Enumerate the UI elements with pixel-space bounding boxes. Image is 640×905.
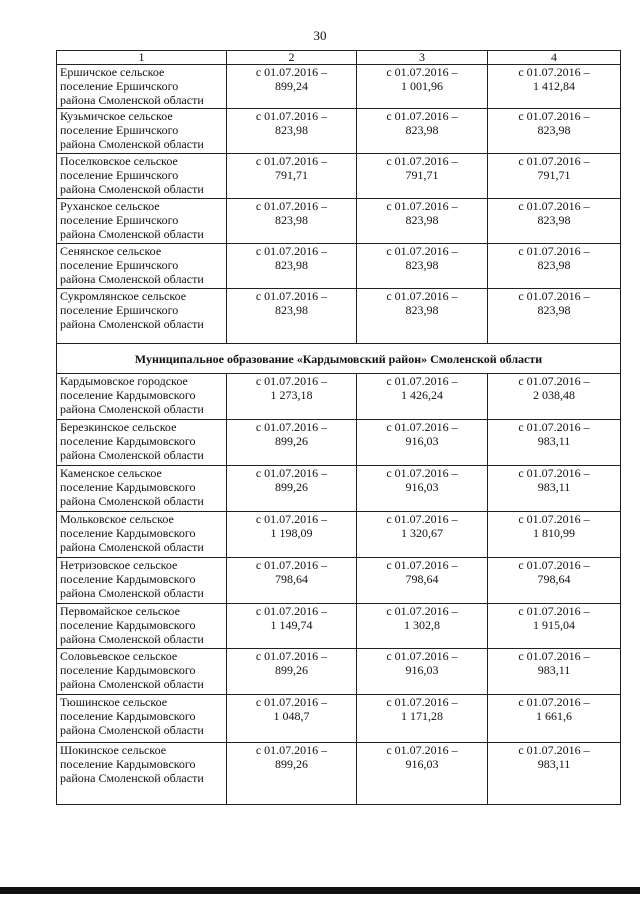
column-header: 4 bbox=[488, 51, 621, 65]
settlement-name-line: Поселковское сельское bbox=[60, 154, 178, 168]
tariff-value-cell bbox=[227, 154, 357, 199]
settlement-name-line: района Смоленской области bbox=[60, 723, 204, 737]
tariff-value-line: с 01.07.2016 – bbox=[518, 65, 590, 79]
settlement-name-cell bbox=[57, 466, 227, 512]
tariff-value-cell bbox=[488, 604, 621, 649]
tariff-value-line: с 01.07.2016 – bbox=[518, 289, 590, 303]
settlement-name-cell bbox=[57, 244, 227, 289]
settlement-name-cell bbox=[57, 512, 227, 558]
tariff-value-line: 798,64 bbox=[275, 572, 308, 586]
settlement-name-line: Каменское сельское bbox=[60, 466, 162, 480]
tariff-value-line: с 01.07.2016 – bbox=[518, 512, 590, 526]
tariff-value-line: 916,03 bbox=[405, 434, 439, 448]
settlement-name-line: поселение Кардымовского bbox=[60, 618, 196, 632]
tariff-value-line: с 01.07.2016 – bbox=[255, 420, 328, 434]
tariff-value-line: с 01.07.2016 – bbox=[386, 420, 458, 434]
tariff-value-cell bbox=[488, 558, 621, 604]
settlement-name-line: Нетризовское сельское bbox=[60, 558, 178, 572]
tariff-value-line: 1 915,04 bbox=[533, 618, 575, 632]
settlement-name-line: поселение Кардымовского bbox=[60, 757, 196, 771]
tariff-value-cell bbox=[227, 695, 357, 743]
tariff-value-line: с 01.07.2016 – bbox=[255, 695, 328, 709]
tariff-value-cell bbox=[227, 289, 357, 344]
tariff-value-line: 823,98 bbox=[275, 123, 308, 137]
tariff-value-cell bbox=[357, 420, 488, 466]
tariff-value-line: с 01.07.2016 – bbox=[386, 512, 458, 526]
table-row bbox=[57, 512, 621, 558]
tariff-value-cell bbox=[357, 244, 488, 289]
settlement-name-line: района Смоленской области bbox=[60, 93, 204, 107]
tariff-value-cell bbox=[227, 466, 357, 512]
tariff-value-cell bbox=[488, 466, 621, 512]
settlement-name-line: поселение Ершичского bbox=[60, 123, 179, 137]
table-row bbox=[57, 199, 621, 244]
tariff-value-line: 1 171,28 bbox=[401, 709, 443, 723]
tariff-value-line: с 01.07.2016 – bbox=[518, 604, 590, 618]
table-row bbox=[57, 558, 621, 604]
column-number-row bbox=[57, 51, 621, 65]
tariff-value-line: с 01.07.2016 – bbox=[386, 466, 458, 480]
tariff-value-line: с 01.07.2016 – bbox=[255, 743, 328, 757]
tariff-value-line: 1 412,84 bbox=[533, 79, 575, 93]
tariff-value-line: с 01.07.2016 – bbox=[386, 244, 458, 258]
tariff-value-cell bbox=[357, 154, 488, 199]
tariff-value-line: с 01.07.2016 – bbox=[518, 743, 590, 757]
page-number: 30 bbox=[313, 28, 327, 43]
tariff-value-line: 1 661,6 bbox=[536, 709, 572, 723]
settlement-name-line: поселение Кардымовского bbox=[60, 663, 196, 677]
tariff-value-line: 983,11 bbox=[537, 757, 571, 771]
tariff-value-cell bbox=[488, 65, 621, 109]
section-title: Муниципальное образование «Кардымовский район» Смоленской области bbox=[57, 344, 621, 374]
settlement-name-line: Кардымовское городское bbox=[60, 374, 188, 388]
settlement-name-line: района Смоленской области bbox=[60, 586, 204, 600]
settlement-name-line: района Смоленской области bbox=[60, 677, 204, 691]
tariff-value-line: 983,11 bbox=[537, 480, 571, 494]
settlement-name-line: Тюшинское сельское bbox=[60, 695, 168, 709]
tariff-value-line: с 01.07.2016 – bbox=[255, 154, 328, 168]
tariff-value-cell bbox=[488, 244, 621, 289]
tariff-value-line: 823,98 bbox=[405, 258, 439, 272]
tariff-value-line: с 01.07.2016 – bbox=[386, 374, 458, 388]
tariff-value-line: с 01.07.2016 – bbox=[386, 558, 458, 572]
tariff-value-cell bbox=[227, 374, 357, 420]
tariff-value-line: с 01.07.2016 – bbox=[255, 649, 328, 663]
settlement-name-cell bbox=[57, 154, 227, 199]
tariff-value-line: с 01.07.2016 – bbox=[255, 466, 328, 480]
tariff-value-line: 823,98 bbox=[275, 303, 308, 317]
settlement-name-line: поселение Кардымовского bbox=[60, 526, 196, 540]
tariff-value-cell bbox=[488, 695, 621, 743]
tariff-value-line: 798,64 bbox=[405, 572, 439, 586]
tariff-value-cell bbox=[357, 466, 488, 512]
tariff-value-cell bbox=[488, 743, 621, 805]
settlement-name-line: поселение Ершичского bbox=[60, 168, 179, 182]
settlement-name-line: района Смоленской области bbox=[60, 771, 204, 785]
settlement-name-line: поселение Кардымовского bbox=[60, 709, 196, 723]
tariff-value-cell bbox=[227, 65, 357, 109]
settlement-name-cell bbox=[57, 374, 227, 420]
tariff-value-line: 823,98 bbox=[405, 213, 439, 227]
tariff-value-line: с 01.07.2016 – bbox=[386, 695, 458, 709]
tariff-value-line: 983,11 bbox=[537, 663, 571, 677]
tariff-value-line: с 01.07.2016 – bbox=[386, 604, 458, 618]
settlement-name-cell bbox=[57, 420, 227, 466]
settlement-name-cell bbox=[57, 743, 227, 805]
tariff-value-cell bbox=[488, 289, 621, 344]
section-header-row bbox=[57, 344, 621, 374]
settlement-name-cell bbox=[57, 604, 227, 649]
tariff-value-cell bbox=[227, 558, 357, 604]
tariff-value-line: 1 320,67 bbox=[401, 526, 443, 540]
tariff-value-cell bbox=[227, 109, 357, 154]
tariff-value-line: 823,98 bbox=[405, 303, 439, 317]
settlement-name-line: района Смоленской области bbox=[60, 402, 204, 416]
tariff-value-line: с 01.07.2016 – bbox=[386, 65, 458, 79]
settlement-name-line: Первомайское сельское bbox=[60, 604, 180, 618]
settlement-name-line: поселение Кардымовского bbox=[60, 434, 196, 448]
tariff-value-line: с 01.07.2016 – bbox=[255, 244, 328, 258]
tariff-value-cell bbox=[488, 154, 621, 199]
table-row bbox=[57, 65, 621, 109]
tariff-value-line: 823,98 bbox=[275, 213, 308, 227]
tariff-value-line: 791,71 bbox=[405, 168, 439, 182]
tariff-value-line: с 01.07.2016 – bbox=[255, 374, 328, 388]
tariff-value-line: 791,71 bbox=[537, 168, 571, 182]
settlement-name-line: района Смоленской области bbox=[60, 272, 204, 286]
tariff-value-line: с 01.07.2016 – bbox=[255, 512, 328, 526]
tariff-value-cell bbox=[357, 604, 488, 649]
settlement-name-line: Шокинское сельское bbox=[60, 743, 167, 757]
tariff-value-cell bbox=[488, 420, 621, 466]
settlement-name-line: района Смоленской области bbox=[60, 317, 204, 331]
tariff-value-line: 823,98 bbox=[537, 303, 571, 317]
settlement-name-cell bbox=[57, 199, 227, 244]
tariff-value-line: с 01.07.2016 – bbox=[518, 199, 590, 213]
settlement-name-cell bbox=[57, 65, 227, 109]
table-row bbox=[57, 244, 621, 289]
tariff-value-line: с 01.07.2016 – bbox=[518, 420, 590, 434]
tariff-value-line: 983,11 bbox=[537, 434, 571, 448]
settlement-name-line: района Смоленской области bbox=[60, 227, 204, 241]
tariff-value-cell bbox=[488, 649, 621, 695]
tariff-value-cell bbox=[357, 289, 488, 344]
tariff-value-line: с 01.07.2016 – bbox=[255, 65, 328, 79]
tariff-value-line: 823,98 bbox=[537, 213, 571, 227]
tariff-value-line: с 01.07.2016 – bbox=[386, 154, 458, 168]
tariff-value-cell bbox=[488, 374, 621, 420]
tariff-value-line: с 01.07.2016 – bbox=[518, 109, 590, 123]
settlement-name-line: Соловьевское сельское bbox=[60, 649, 178, 663]
tariff-value-line: 791,71 bbox=[275, 168, 308, 182]
tariff-value-line: с 01.07.2016 – bbox=[386, 289, 458, 303]
settlement-name-line: поселение Ершичского bbox=[60, 303, 179, 317]
settlement-name-line: района Смоленской области bbox=[60, 448, 204, 462]
tariff-value-cell bbox=[357, 512, 488, 558]
tariff-value-line: с 01.07.2016 – bbox=[386, 109, 458, 123]
table-row bbox=[57, 420, 621, 466]
tariff-value-cell bbox=[357, 65, 488, 109]
tariff-value-line: 1 198,09 bbox=[270, 526, 313, 540]
tariff-value-line: с 01.07.2016 – bbox=[255, 109, 328, 123]
tariff-value-cell bbox=[488, 199, 621, 244]
tariff-value-line: с 01.07.2016 – bbox=[255, 289, 328, 303]
settlement-name-line: Сукромлянское сельское bbox=[60, 289, 187, 303]
tariff-value-line: 916,03 bbox=[405, 480, 439, 494]
tariff-value-cell bbox=[357, 743, 488, 805]
settlement-name-line: района Смоленской области bbox=[60, 182, 204, 196]
column-header: 3 bbox=[357, 51, 488, 65]
tariff-value-line: 1 149,74 bbox=[270, 618, 313, 632]
tariff-value-line: 899,26 bbox=[275, 757, 308, 771]
tariff-value-line: с 01.07.2016 – bbox=[518, 558, 590, 572]
tariff-value-line: 823,98 bbox=[537, 258, 571, 272]
tariff-value-line: 899,26 bbox=[275, 480, 308, 494]
column-header: 1 bbox=[57, 51, 227, 65]
tariff-value-line: 1 426,24 bbox=[401, 388, 443, 402]
settlement-name-line: района Смоленской области bbox=[60, 540, 204, 554]
tariff-value-line: с 01.07.2016 – bbox=[518, 649, 590, 663]
tariff-value-cell bbox=[227, 743, 357, 805]
settlement-name-line: поселение Ершичского bbox=[60, 79, 179, 93]
settlement-name-line: района Смоленской области bbox=[60, 632, 204, 646]
tariff-value-line: 916,03 bbox=[405, 757, 439, 771]
tariff-value-cell bbox=[357, 649, 488, 695]
settlement-name-line: Кузьмичское сельское bbox=[60, 109, 173, 123]
tariff-value-line: 823,98 bbox=[405, 123, 439, 137]
tariff-value-cell bbox=[357, 558, 488, 604]
tariff-value-cell bbox=[357, 374, 488, 420]
tariff-value-cell bbox=[227, 420, 357, 466]
table-row bbox=[57, 289, 621, 344]
table-row bbox=[57, 466, 621, 512]
tariff-value-cell bbox=[488, 109, 621, 154]
settlement-name-line: Ершичское сельское bbox=[60, 65, 165, 79]
column-header: 2 bbox=[227, 51, 357, 65]
tariff-value-line: 1 810,99 bbox=[533, 526, 575, 540]
tariff-value-cell bbox=[227, 199, 357, 244]
settlement-name-line: района Смоленской области bbox=[60, 494, 204, 508]
tariff-value-line: 798,64 bbox=[537, 572, 571, 586]
table-row bbox=[57, 154, 621, 199]
table-row bbox=[57, 695, 621, 743]
tariff-value-line: с 01.07.2016 – bbox=[386, 649, 458, 663]
settlement-name-cell bbox=[57, 289, 227, 344]
tariff-value-line: с 01.07.2016 – bbox=[518, 466, 590, 480]
tariff-table bbox=[56, 50, 621, 805]
tariff-value-line: 823,98 bbox=[537, 123, 571, 137]
table-row bbox=[57, 743, 621, 805]
settlement-name-line: района Смоленской области bbox=[60, 137, 204, 151]
tariff-value-line: с 01.07.2016 – bbox=[386, 199, 458, 213]
table-row bbox=[57, 649, 621, 695]
tariff-value-cell bbox=[227, 244, 357, 289]
tariff-value-line: с 01.07.2016 – bbox=[386, 743, 458, 757]
tariff-value-line: с 01.07.2016 – bbox=[518, 244, 590, 258]
tariff-value-cell bbox=[488, 512, 621, 558]
settlement-name-line: Руханское сельское bbox=[60, 199, 160, 213]
table-row bbox=[57, 109, 621, 154]
tariff-value-cell bbox=[357, 109, 488, 154]
tariff-value-line: 1 302,8 bbox=[404, 618, 440, 632]
tariff-value-cell bbox=[357, 199, 488, 244]
tariff-value-cell bbox=[357, 695, 488, 743]
table-body bbox=[57, 65, 621, 805]
tariff-value-line: 899,26 bbox=[275, 663, 308, 677]
settlement-name-cell bbox=[57, 649, 227, 695]
settlement-name-cell bbox=[57, 558, 227, 604]
tariff-value-line: 2 038,48 bbox=[533, 388, 575, 402]
tariff-value-line: 916,03 bbox=[405, 663, 439, 677]
settlement-name-line: поселение Ершичского bbox=[60, 258, 179, 272]
table-row bbox=[57, 604, 621, 649]
tariff-value-line: 1 001,96 bbox=[401, 79, 443, 93]
tariff-value-line: 899,24 bbox=[275, 79, 308, 93]
tariff-value-cell bbox=[227, 512, 357, 558]
settlement-name-line: поселение Кардымовского bbox=[60, 388, 196, 402]
settlement-name-line: поселение Кардымовского bbox=[60, 480, 196, 494]
settlement-name-cell bbox=[57, 695, 227, 743]
tariff-value-line: 899,26 bbox=[275, 434, 308, 448]
settlement-name-line: Березкинское сельское bbox=[60, 420, 177, 434]
tariff-value-line: с 01.07.2016 – bbox=[255, 199, 328, 213]
tariff-value-cell bbox=[227, 649, 357, 695]
settlement-name-line: Мольковское сельское bbox=[60, 512, 174, 526]
settlement-name-line: поселение Ершичского bbox=[60, 213, 179, 227]
settlement-name-line: Сенянское сельское bbox=[60, 244, 162, 258]
tariff-value-line: с 01.07.2016 – bbox=[518, 695, 590, 709]
settlement-name-line: поселение Кардымовского bbox=[60, 572, 196, 586]
tariff-value-line: 1 273,18 bbox=[270, 388, 313, 402]
tariff-value-line: с 01.07.2016 – bbox=[255, 558, 328, 572]
tariff-value-line: с 01.07.2016 – bbox=[518, 374, 590, 388]
tariff-value-line: 1 048,7 bbox=[273, 709, 310, 723]
tariff-value-line: с 01.07.2016 – bbox=[255, 604, 328, 618]
scan-edge-bar bbox=[0, 887, 640, 894]
settlement-name-cell bbox=[57, 109, 227, 154]
tariff-value-line: с 01.07.2016 – bbox=[518, 154, 590, 168]
tariff-value-cell bbox=[227, 604, 357, 649]
table-row bbox=[57, 374, 621, 420]
tariff-value-line: 823,98 bbox=[275, 258, 308, 272]
